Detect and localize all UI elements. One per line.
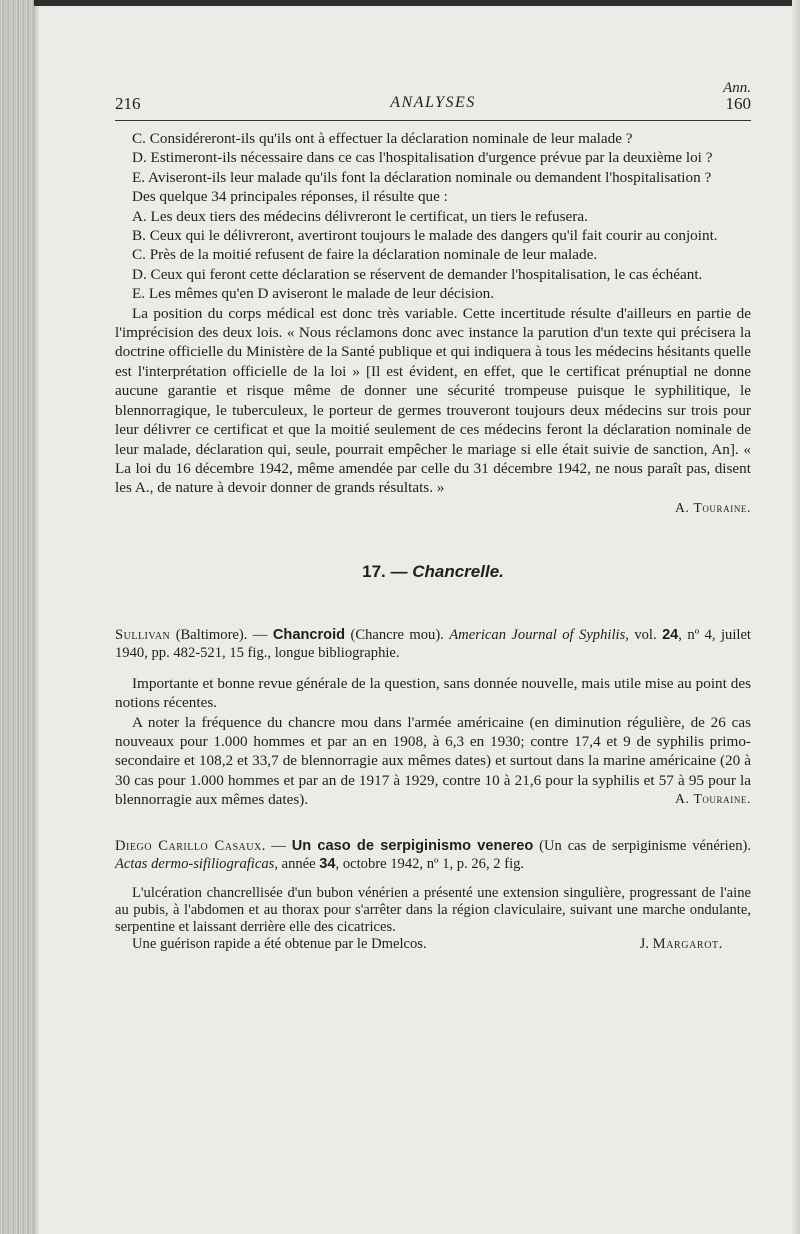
paragraph: E. Les mêmes qu'en D aviseront le malade de leur décision. [132,285,495,303]
article-title: Chancroid [272,626,346,643]
article-title: Un caso de serpiginismo venereo [291,837,534,854]
final-line [115,936,751,953]
paragraph: D. Ceux qui feront cette déclaration se réservent de demander l'hospitalisation, le cas échéant. [132,265,703,283]
running-title: ANALYSES [390,94,476,111]
year-number: 34 [319,855,336,872]
paragraph: Importante et bonne revue générale de la question, sans donnée nouvelle, mais utile mise au point des notions récentes. [115,674,751,712]
volume-number: 24 [662,626,679,643]
article-reference: Diego Carillo Casaux. — Un caso de serpiginismo venereo (Un cas de serpiginisme vénérien). Actas dermo-sifiliograficas, année 34, octobre 1942, nº 1, p. 26, 2 fig. [115,837,752,872]
signature [640,936,751,953]
page-content [115,80,751,953]
page-header [115,80,751,120]
signature [115,500,751,516]
journal-name: Actas dermo-sifiliograficas [115,855,275,872]
paragraph: Une guérison rapide a été obtenue par le Dmelcos. [132,935,427,952]
year-number: 160 [725,94,751,113]
signature-name: Touraine. [693,499,751,515]
paragraph: C. Considéreront-ils qu'ils ont à effectuer la déclaration nominale de leur malade ? [132,130,633,147]
paragraph: A noter la fréquence du chancre mou dans l'armée américaine (en diminution régulière, de 26 cas nouveaux pour 1.000 hommes et par an en 1908, à 6,3 en 1930; contre 17,4 et 9 de syphilis primo-secondaire et 108,2 et 33,7 de blennorragie aux mêmes dates) et surtout dans la marine américaine (20 à 30 cas pour 1.000 hommes et par an de 1917 à 1929, contre 10 à 21,6 pour la syphilis et 57 à 95 pour la blennorragie aux mêmes dates). [115,713,751,809]
paragraph: La position du corps médical est donc très variable. Cette incertitude résulte d'ailleurs en partie de l'imprécision des deux lois. « Nous réclamons donc avec instance la parution d'un texte qui précisera la doctrine officielle du Ministère de la Santé publique et qui indiquera à tous les médecins hésitants quelle est l'interprétation officielle de la loi » [Il est évident, en effet, que le certificat prénuptial ne donne aucune garantie et risque même de donner une sécurité trompeuse puisque le syphilitique, le blennorragique, le tuberculeux, le porteur de germes trouveront toujours deux médecins sur trois pour leur délivrer ce certificat et que la moitié seulement de ces médecins feront la déclaration nominale de leur malade, déclaration qui, seule, pourrait empêcher le mariage si elle était suivie de sanction, An]. « La loi du 16 décembre 1942, même amendée par celle du 31 décembre 1942, ne nous paraît pas, disent les A., de nature à devoir donner de grands résultats. » [115,304,751,497]
ann-label: Ann. [723,80,751,96]
section-name: Chancrelle. [412,561,504,581]
signature-initial: A. [675,790,690,806]
paragraph: E. Aviseront-ils leur malade qu'ils font la déclaration nominale ou demandent l'hospitalisation ? [132,168,712,186]
paragraph: L'ulcération chancrellisée d'un bubon vénérien a présenté une extension singulière, progressant de l'aine au pubis, à l'abdomen et au thorax pour s'arrêter dans la région claviculaire, suivant une marche ondulante, serpentine et laissant derrière elle des cicatrices. [115,884,751,935]
book-binding-edge [0,0,34,1234]
article-author: Sullivan [115,626,171,643]
paragraph: Des quelque 34 principales réponses, il résulte que : [132,188,448,206]
paragraph: A. Les deux tiers des médecins délivreront le certificat, un tiers le refusera. [132,207,588,225]
signature-name: Touraine. [693,790,751,806]
header-rule [115,120,751,121]
signature-initial: A. [675,499,690,515]
paragraph: C. Près de la moitié refusent de faire la déclaration nominale de leur malade. [132,246,598,264]
page-number: 216 [115,94,141,113]
paragraph: D. Estimeront-ils nécessaire dans ce cas l'hospitalisation d'urgence prévue par la deuxième loi ? [132,149,713,167]
section-number: 17. — [362,561,408,581]
page-right-edge [792,0,800,1234]
section-heading [115,562,751,582]
signature-initial: J. [639,935,649,952]
paragraph: B. Ceux qui le délivreront, avertiront toujours le malade des dangers qu'il fait courir au conjoint. [132,227,718,245]
scan-edge-top [0,0,800,6]
journal-name: American Journal of Syphilis [449,626,626,643]
article-body [115,885,751,936]
article-author: Diego Carillo Casaux [115,837,262,854]
signature-name: Margarot. [652,935,723,952]
article-reference: Sullivan (Baltimore). — Chancroid (Chancre mou). American Journal of Syphilis, vol. 24, nº 4, juilet 1940, pp. 482-521, 15 fig., longue bibliographie. [115,626,751,661]
